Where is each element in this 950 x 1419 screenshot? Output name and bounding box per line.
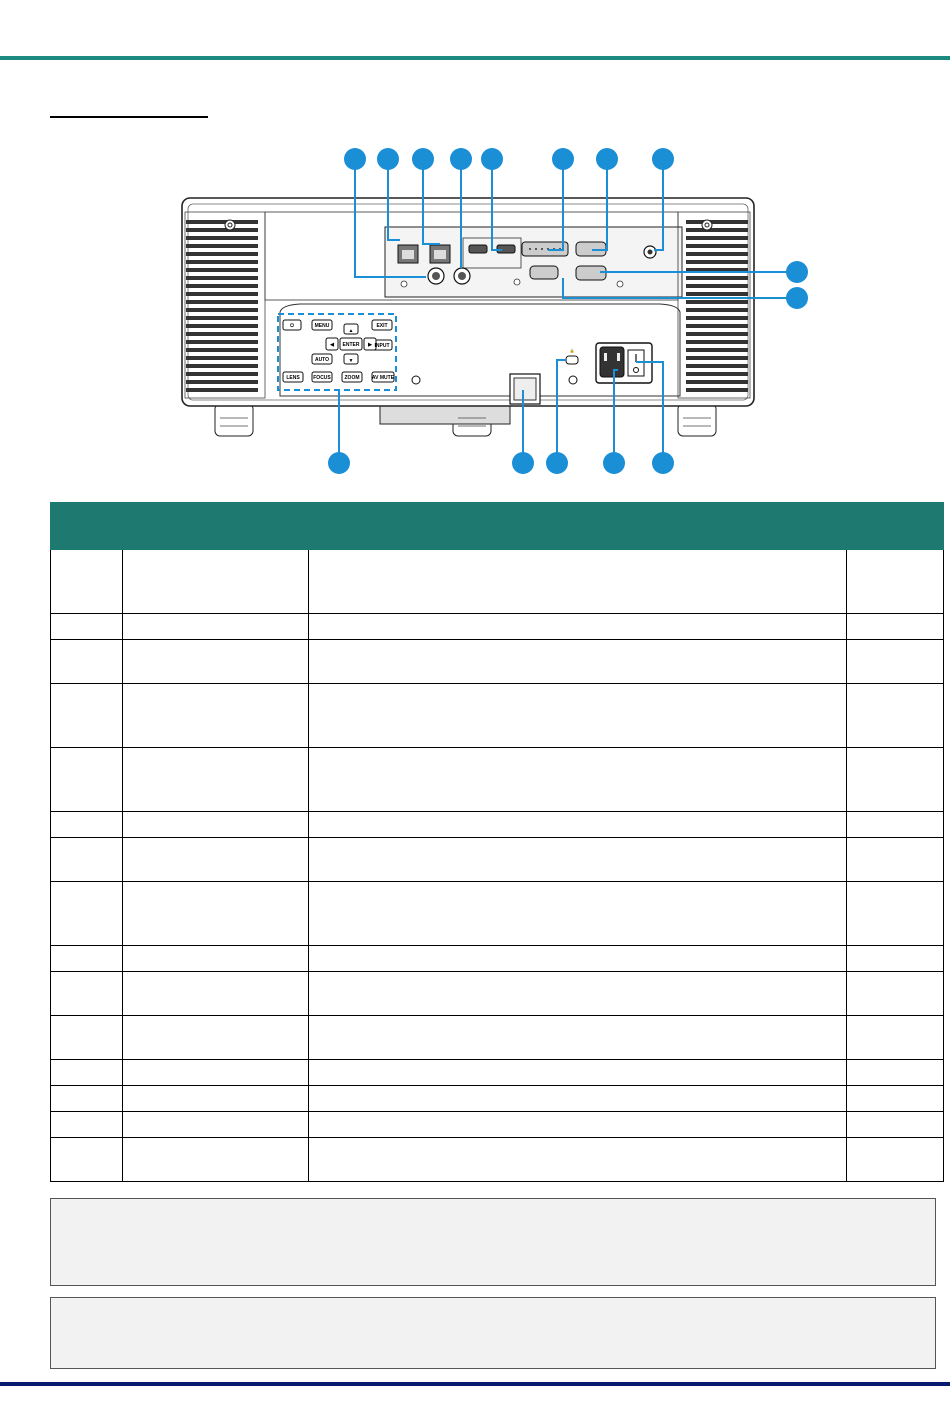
table-cell: [51, 614, 123, 640]
table-cell: [309, 640, 847, 684]
vent-slat: [686, 308, 748, 312]
vent-slat: [186, 364, 258, 368]
vent-slat: [686, 228, 748, 232]
table-cell: [309, 1138, 847, 1182]
vent-slat: [186, 220, 258, 224]
note-box: [50, 1198, 936, 1286]
vent-slat: [686, 372, 748, 376]
table-cell: [51, 838, 123, 882]
arrow-down-icon: ▼: [348, 358, 354, 364]
svg-text:EXIT: EXIT: [376, 323, 388, 329]
table-cell: [51, 550, 123, 614]
vent-slat: [686, 356, 748, 360]
table-row: [51, 684, 944, 748]
table-row: [51, 640, 944, 684]
table-row: [51, 1060, 944, 1086]
table-cell: [123, 640, 309, 684]
vent-slat: [686, 324, 748, 328]
vent-slat: [186, 260, 258, 264]
table-row: [51, 1086, 944, 1112]
table-cell: [309, 838, 847, 882]
vent-slat: [686, 348, 748, 352]
svg-text:MENU: MENU: [314, 323, 330, 329]
header-cell: [309, 503, 847, 550]
table-cell: [847, 1060, 944, 1086]
table-cell: [51, 882, 123, 946]
arrow-up-icon: ▲: [348, 328, 354, 334]
vent-slat: [186, 316, 258, 320]
svg-text:FOCUS: FOCUS: [313, 375, 331, 381]
table-cell: [847, 614, 944, 640]
table-row: [51, 1112, 944, 1138]
arrow-right-icon: ▶: [368, 342, 372, 348]
vent-slat: [686, 332, 748, 336]
table-cell: [51, 1086, 123, 1112]
table-cell: [123, 972, 309, 1016]
svg-text:AV MUTE: AV MUTE: [371, 375, 395, 381]
lock-icon: 🔒: [569, 348, 575, 353]
vent-slat: [686, 244, 748, 248]
table-cell: [847, 1112, 944, 1138]
vent-slat: [186, 388, 258, 392]
table-cell: [123, 946, 309, 972]
table-row: [51, 1138, 944, 1182]
table-cell: [51, 1016, 123, 1060]
vent-slat: [686, 388, 748, 392]
svg-text:INPUT: INPUT: [374, 343, 390, 349]
table-cell: [309, 972, 847, 1016]
vent-slat: [686, 292, 748, 296]
vent-slat: [186, 268, 258, 272]
vent-slat: [686, 252, 748, 256]
table-cell: [123, 812, 309, 838]
table-cell: [847, 550, 944, 614]
rs232-port: [530, 266, 558, 279]
vent-slat: [186, 252, 258, 256]
table-cell: [123, 614, 309, 640]
header-rule: [0, 56, 950, 60]
vent-slat: [186, 244, 258, 248]
header-cell: [51, 503, 123, 550]
svg-text:ENTER: ENTER: [342, 342, 360, 348]
projector-rear-view: [0, 140, 950, 480]
table-cell: [847, 812, 944, 838]
vent-slat: [686, 284, 748, 288]
table-row: [51, 882, 944, 946]
table-cell: [51, 1112, 123, 1138]
table-cell: [123, 1138, 309, 1182]
table-cell: [309, 550, 847, 614]
table-cell: [847, 684, 944, 748]
projector-feet: [215, 402, 716, 436]
table-row: [51, 748, 944, 812]
vent-slat: [686, 364, 748, 368]
table-row: [51, 614, 944, 640]
svg-text:LENS: LENS: [286, 375, 300, 381]
vent-slat: [186, 348, 258, 352]
table-cell: [51, 684, 123, 748]
header-cell: [847, 503, 944, 550]
svg-text:ZOOM: ZOOM: [344, 375, 360, 381]
vent-slat: [186, 300, 258, 304]
table-cell: [309, 812, 847, 838]
table-cell: [123, 1086, 309, 1112]
svg-text:AUTO: AUTO: [314, 357, 330, 363]
vent-slat: [186, 228, 258, 232]
power-icon: ⏻: [290, 323, 294, 329]
table-cell: [123, 838, 309, 882]
table-row: [51, 812, 944, 838]
section-title-underline: [50, 116, 208, 118]
vent-slat: [686, 260, 748, 264]
security-slot: [566, 356, 578, 364]
vent-slat: [186, 340, 258, 344]
table-row: [51, 946, 944, 972]
hdmi1-port: [469, 245, 487, 253]
table-cell: [123, 550, 309, 614]
table-cell: [309, 614, 847, 640]
table-row: [51, 972, 944, 1016]
note-box: [50, 1297, 936, 1369]
vent-slat: [686, 380, 748, 384]
vent-slat: [186, 308, 258, 312]
table-cell: [847, 1086, 944, 1112]
vent-slat: [186, 372, 258, 376]
table-cell: [847, 838, 944, 882]
table-cell: [309, 946, 847, 972]
table-row: [51, 838, 944, 882]
arrow-left-icon: ◀: [330, 342, 334, 348]
table-cell: [847, 882, 944, 946]
table-cell: [51, 946, 123, 972]
ac-power-socket: [600, 347, 624, 377]
table-cell: [123, 1112, 309, 1138]
table-row: [51, 550, 944, 614]
table-cell: [847, 748, 944, 812]
vent-slat: [686, 220, 748, 224]
table-cell: [309, 1112, 847, 1138]
table-cell: [847, 640, 944, 684]
vent-slat: [686, 316, 748, 320]
table-cell: [847, 1016, 944, 1060]
table-cell: [847, 1138, 944, 1182]
vent-slat: [186, 276, 258, 280]
table-cell: [309, 684, 847, 748]
vent-slat: [686, 236, 748, 240]
footer-rule: [0, 1382, 950, 1386]
table-cell: [51, 972, 123, 1016]
vent-slat: [686, 300, 748, 304]
vent-slat: [186, 284, 258, 288]
vent-slat: [186, 292, 258, 296]
vent-slat: [186, 380, 258, 384]
table-cell: [123, 1060, 309, 1086]
table-cell: [123, 748, 309, 812]
table-cell: [51, 640, 123, 684]
vent-slat: [686, 340, 748, 344]
table-cell: [123, 1016, 309, 1060]
table-cell: [123, 882, 309, 946]
vent-slat: [186, 236, 258, 240]
table-cell: [51, 1060, 123, 1086]
table-cell: [847, 946, 944, 972]
table-header-row: [51, 503, 944, 550]
table-cell: [309, 1016, 847, 1060]
vent-slat: [186, 356, 258, 360]
vent-slat: [186, 324, 258, 328]
table-cell: [51, 812, 123, 838]
table-cell: [123, 684, 309, 748]
header-cell: [123, 503, 309, 550]
table-cell: [309, 1086, 847, 1112]
table-cell: [309, 748, 847, 812]
vent-slat: [686, 276, 748, 280]
table-cell: [847, 972, 944, 1016]
table-cell: [51, 748, 123, 812]
table-cell: [309, 1060, 847, 1086]
vent-slat: [186, 332, 258, 336]
table-cell: [51, 1138, 123, 1182]
rear-panel-table: [50, 502, 944, 1182]
table-cell: [309, 882, 847, 946]
table-row: [51, 1016, 944, 1060]
